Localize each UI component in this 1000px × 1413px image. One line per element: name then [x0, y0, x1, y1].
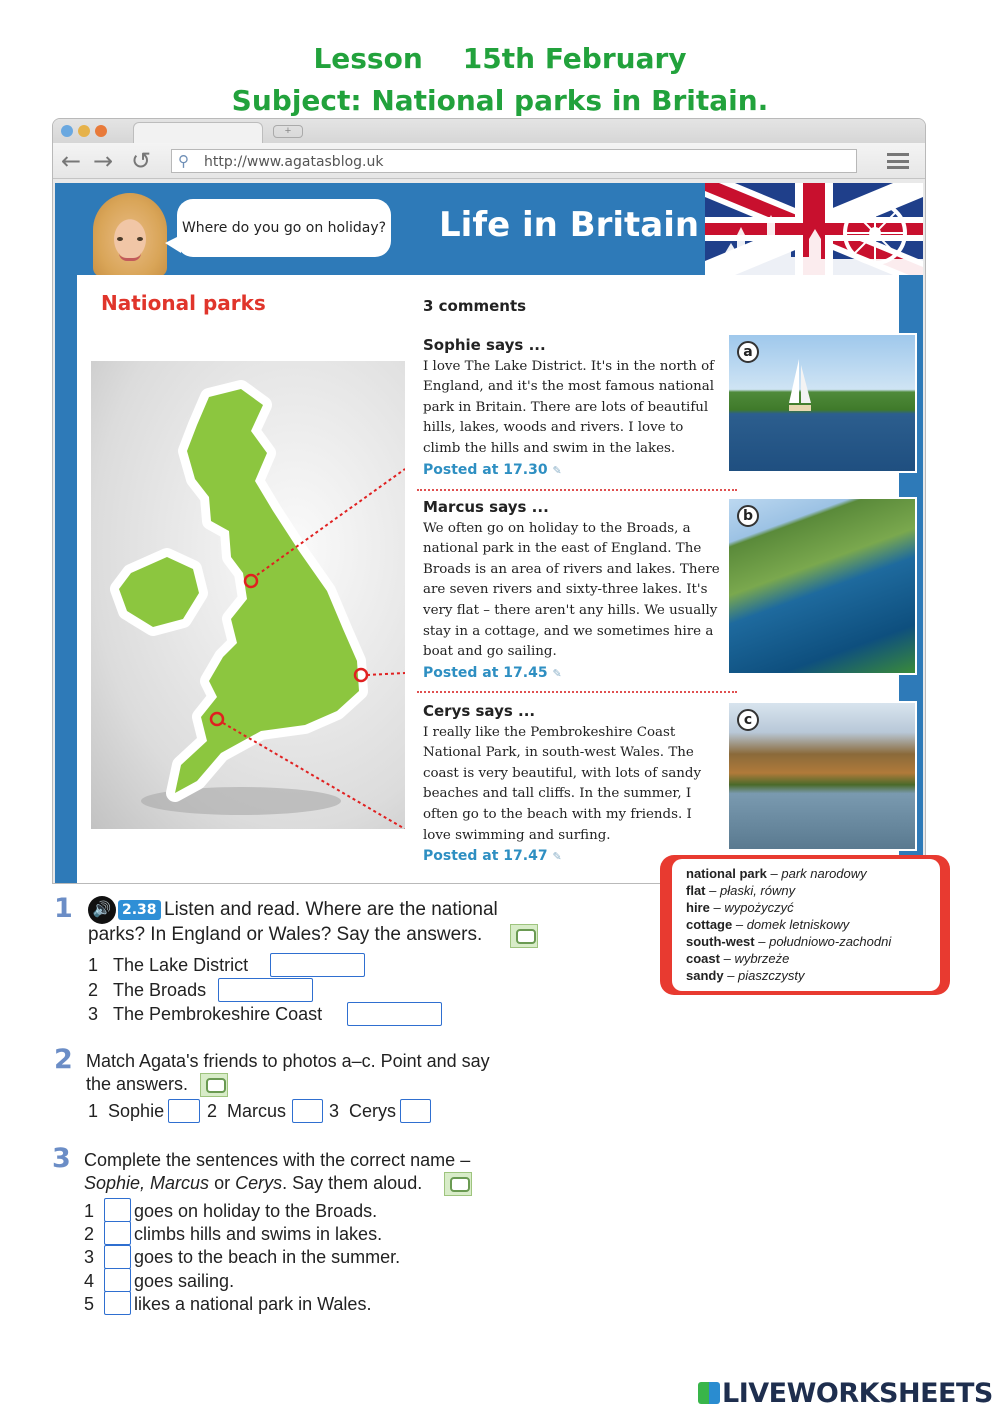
track-badge: 2.38 — [118, 900, 161, 920]
comment-text: We often go on holiday to the Broads, a national park in the east of England. The Broads is an area of rivers and lakes. There are seven rivers and sixty-three lakes. It's very flat – there aren't any hills. We usually stay in a cottage, and we sometimes hire a boat and go sailing. — [423, 520, 720, 660]
comment-author: Cerys says ... — [423, 702, 536, 720]
answer-input[interactable] — [218, 978, 313, 1002]
comment-author: Sophie says ... — [423, 336, 546, 354]
browser-window — [52, 118, 926, 884]
pencil-icon: ✎ — [552, 850, 562, 864]
photo-letter: a — [737, 341, 759, 363]
back-arrow-icon[interactable]: ← — [61, 147, 82, 175]
exercise-instruction: parks? In England or Wales? Say the answers. — [88, 924, 483, 945]
britain-map-icon — [91, 361, 405, 829]
vocab-item: flat – płaski, równy — [686, 883, 796, 898]
exercise-instruction: Listen and read. Where are the national — [164, 899, 498, 920]
exercise-item: 2 The Broads — [88, 980, 207, 1000]
answer-input[interactable] — [104, 1291, 131, 1315]
section-title: National parks — [101, 291, 266, 315]
address-bar[interactable] — [171, 149, 857, 173]
exercise-instruction: Complete the sentences with the correct name – — [84, 1150, 471, 1170]
browser-tabbar — [53, 119, 925, 143]
exercise-instruction: Sophie, Marcus or Cerys. Say them aloud. — [84, 1173, 423, 1193]
answer-input[interactable] — [168, 1099, 200, 1123]
photo-a — [727, 333, 917, 473]
vocab-item: coast – wybrzeże — [686, 951, 790, 966]
exercise-item: 3 The Pembrokeshire Coast — [88, 1004, 323, 1024]
comments-count: 3 comments — [423, 297, 527, 315]
answer-input[interactable] — [104, 1198, 131, 1222]
exercise-item: 1 The Lake District — [88, 955, 249, 975]
reload-icon[interactable]: ↺ — [131, 147, 152, 175]
vocabulary-list — [672, 859, 940, 991]
blog-page — [55, 183, 923, 883]
photo-b — [727, 497, 917, 675]
answer-input[interactable] — [270, 953, 365, 977]
exercise-number: 3 — [52, 1143, 71, 1174]
avatar-eye — [137, 237, 143, 241]
comment-divider — [417, 489, 737, 491]
window-control-icon[interactable] — [61, 125, 73, 137]
vocab-item: sandy – piaszczysty — [686, 968, 805, 983]
exercise-item: 3 — [84, 1247, 95, 1267]
posted-time: Posted at 17.45 — [423, 664, 548, 681]
comment-author: Marcus says ... — [423, 498, 549, 516]
avatar-mouth — [119, 253, 141, 261]
blog-content — [77, 275, 899, 883]
exercise-instruction: Match Agata's friends to photos a–c. Point and say — [86, 1051, 490, 1071]
liveworksheets-logo[interactable] — [698, 1378, 993, 1409]
search-icon: ⚲ — [178, 153, 189, 170]
vocabulary-box — [660, 855, 950, 995]
exercise-item: 2 Marcus — [207, 1101, 287, 1121]
vocab-item: south-west – południowo-zachodni — [686, 934, 892, 949]
pencil-icon: ✎ — [552, 666, 562, 680]
lesson-subject: Subject: National parks in Britain. — [231, 84, 769, 117]
exercise-sentence: likes a national park in Wales. — [134, 1294, 372, 1314]
liveworksheets-logo-icon — [698, 1382, 720, 1404]
window-control-icon[interactable] — [78, 125, 90, 137]
lesson-header — [0, 38, 1000, 122]
exercise-instruction: the answers. — [86, 1074, 189, 1094]
lesson-label: Lesson — [313, 42, 423, 75]
comment-posted[interactable] — [423, 460, 723, 482]
hamburger-menu-icon[interactable] — [887, 153, 909, 169]
exercise-item: 4 — [84, 1271, 95, 1291]
answer-input[interactable] — [104, 1268, 131, 1292]
vocab-item: hire – wypożyczyć — [686, 900, 794, 915]
speaking-icon — [510, 924, 538, 948]
comment-cerys — [423, 701, 723, 868]
exercise-number: 1 — [54, 893, 73, 924]
speaking-icon — [200, 1073, 228, 1097]
avatar — [93, 193, 167, 277]
answer-input[interactable] — [347, 1002, 442, 1026]
comment-posted[interactable] — [423, 663, 723, 685]
photo-c — [727, 701, 917, 851]
posted-time: Posted at 17.30 — [423, 461, 548, 478]
comment-text: I really like the Pembrokeshire Coast National Park, in south-west Wales. The coast is very beautiful, with lots of sandy beaches and tall cliffs. In the summer, I often go to the beach with my friends. I love swimming and surfing. — [423, 724, 702, 843]
photo-letter: b — [737, 505, 759, 527]
vocab-item: national park – park narodowy — [686, 866, 867, 881]
avatar-eye — [117, 237, 123, 241]
exercise-item: 5 — [84, 1294, 95, 1314]
exercise-item: 3 Cerys — [329, 1101, 397, 1121]
photo-letter: c — [737, 709, 759, 731]
answer-input[interactable] — [104, 1245, 131, 1269]
comment-divider — [417, 691, 737, 693]
browser-toolbar — [53, 143, 925, 179]
exercise-number: 2 — [54, 1044, 73, 1075]
blog-title: Life in Britain — [439, 205, 700, 245]
exercise-item: 1 Sophie — [88, 1101, 165, 1121]
posted-time: Posted at 17.47 — [423, 848, 548, 865]
address-url: http://www.agatasblog.uk — [204, 154, 384, 170]
union-flag-icon — [705, 183, 923, 275]
exercise-sentence: climbs hills and swims in lakes. — [134, 1224, 383, 1244]
forward-arrow-icon[interactable]: → — [93, 147, 114, 175]
exercise-item: 2 — [84, 1224, 95, 1244]
brand-name: LIVEWORKSHEETS — [722, 1378, 993, 1409]
comment-text: I love The Lake District. It's in the north of England, and it's the most famous national park in Britain. There are lots of beautiful hills, lakes, woods and rivers. I love to climb the hills and swim in the lakes. — [423, 358, 715, 456]
lesson-date-line — [0, 38, 1000, 80]
answer-input[interactable] — [292, 1099, 323, 1123]
britain-map — [91, 361, 405, 829]
browser-tab[interactable] — [133, 122, 263, 144]
pencil-icon: ✎ — [552, 463, 562, 477]
audio-icon[interactable]: 🔊 — [88, 896, 116, 924]
comment-sophie — [423, 335, 723, 481]
speech-bubble: Where do you go on holiday? — [177, 199, 391, 257]
lesson-date: 15th February — [462, 42, 687, 75]
exercise-sentence: goes to the beach in the summer. — [134, 1247, 401, 1267]
window-control-icon[interactable] — [95, 125, 107, 137]
answer-input[interactable] — [104, 1221, 131, 1245]
exercise-sentence: goes on holiday to the Broads. — [134, 1201, 378, 1221]
sailboat-icon — [785, 357, 815, 419]
answer-input[interactable] — [400, 1099, 431, 1123]
exercise-sentence: goes sailing. — [134, 1271, 235, 1291]
speaking-icon — [444, 1172, 472, 1196]
new-tab-icon[interactable]: + — [273, 125, 303, 138]
exercise-item: 1 — [84, 1201, 95, 1221]
comment-marcus — [423, 497, 723, 684]
vocab-item: cottage – domek letniskowy — [686, 917, 850, 932]
